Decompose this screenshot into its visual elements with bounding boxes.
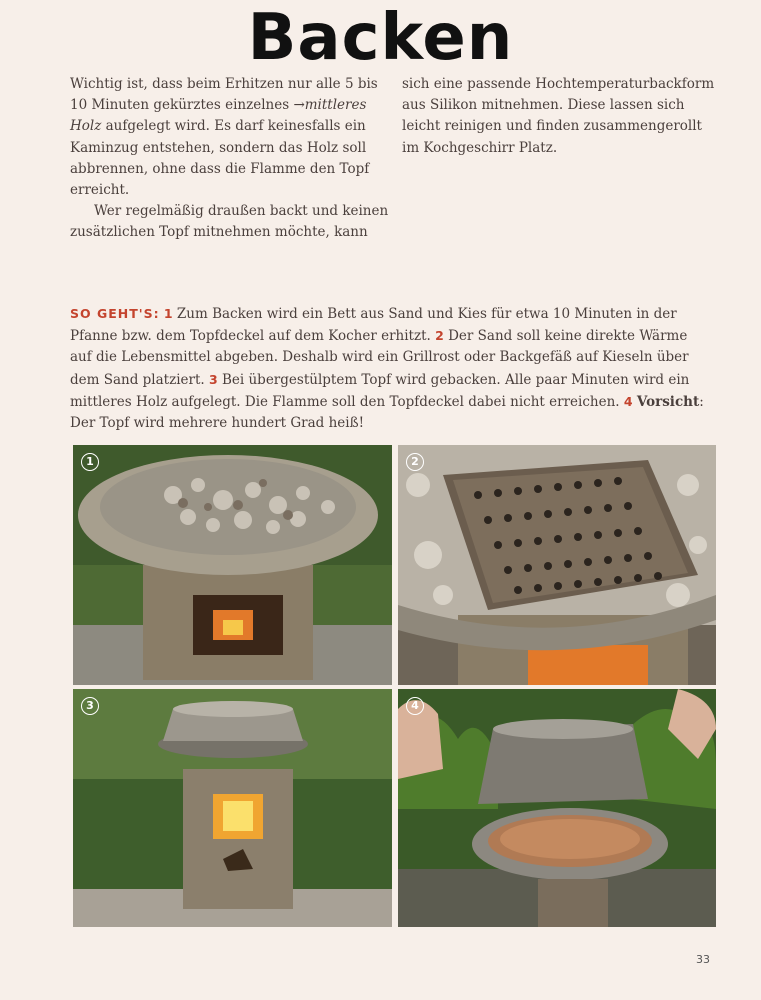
paragraph-3: sich eine passende Hochtemperaturbackform aus Silikon mitnehmen. Diese lassen sich leicht reinigen und finden zusammengerollt im Kochgeschirr Platz.: [402, 76, 715, 156]
paragraph-2: Wer regelmäßig draußen backt und keinen zusätzlichen Topf mitnehmen möchte, kann: [70, 203, 389, 241]
instructions-label: SO GEHT'S:: [70, 306, 160, 321]
cross-reference-link: mittleres Holz: [70, 97, 367, 135]
photo-number-badge: 4: [406, 697, 424, 715]
paragraph-text: Wichtig ist, dass beim Erhitzen nur alle 5 bis 10 Minuten gekürztes einzelnes: [70, 76, 378, 114]
warning-label: Vorsicht: [636, 393, 700, 410]
instructions-block: [70, 303, 710, 434]
page-number: 33: [696, 953, 710, 966]
paragraph-1: [70, 74, 390, 201]
step-number: 2: [435, 328, 444, 344]
photo-inverted-pot: [73, 689, 392, 927]
left-column: [70, 74, 390, 244]
step-number: 1: [163, 306, 173, 321]
photo-baked-bread: [398, 689, 716, 927]
photo-number-badge: 2: [406, 453, 424, 471]
paragraph-text: aufgelegt wird. Es darf keinesfalls ein Kaminzug entstehen, sondern das Holz soll abbrennen, ohne dass die Flamme den Topf erreicht.: [70, 118, 370, 199]
step-number: 4: [623, 393, 633, 409]
page-title: Backen: [247, 1, 514, 75]
photo-pebble-bed: [73, 445, 392, 685]
step-text: Der Sand soll keine direkte Wärme auf die Lebensmittel abgeben. Deshalb wird ein Grillrost oder Backgefäß auf Kieseln über dem Sand platziert.: [70, 328, 689, 388]
step-text: Bei übergestülptem Topf wird gebacken. Alle paar Minuten wird ein mittleres Holz aufgelegt. Die Flamme soll den Topfdeckel dabei nicht erreichen.: [70, 371, 690, 410]
photo-number-badge: 1: [81, 453, 99, 471]
step-text: Zum Backen wird ein Bett aus Sand und Kies für etwa 10 Minuten in der Pfanne bzw. dem Topfdeckel auf dem Kocher erhitzt.: [70, 306, 677, 345]
step-number: 3: [208, 371, 218, 387]
arrow-icon: →: [293, 97, 305, 114]
right-column: [402, 74, 722, 159]
step-text: : Der Topf wird mehrere hundert Grad heiß!: [70, 393, 704, 432]
photo-grill-grate: [398, 445, 716, 685]
photo-number-badge: 3: [81, 697, 99, 715]
